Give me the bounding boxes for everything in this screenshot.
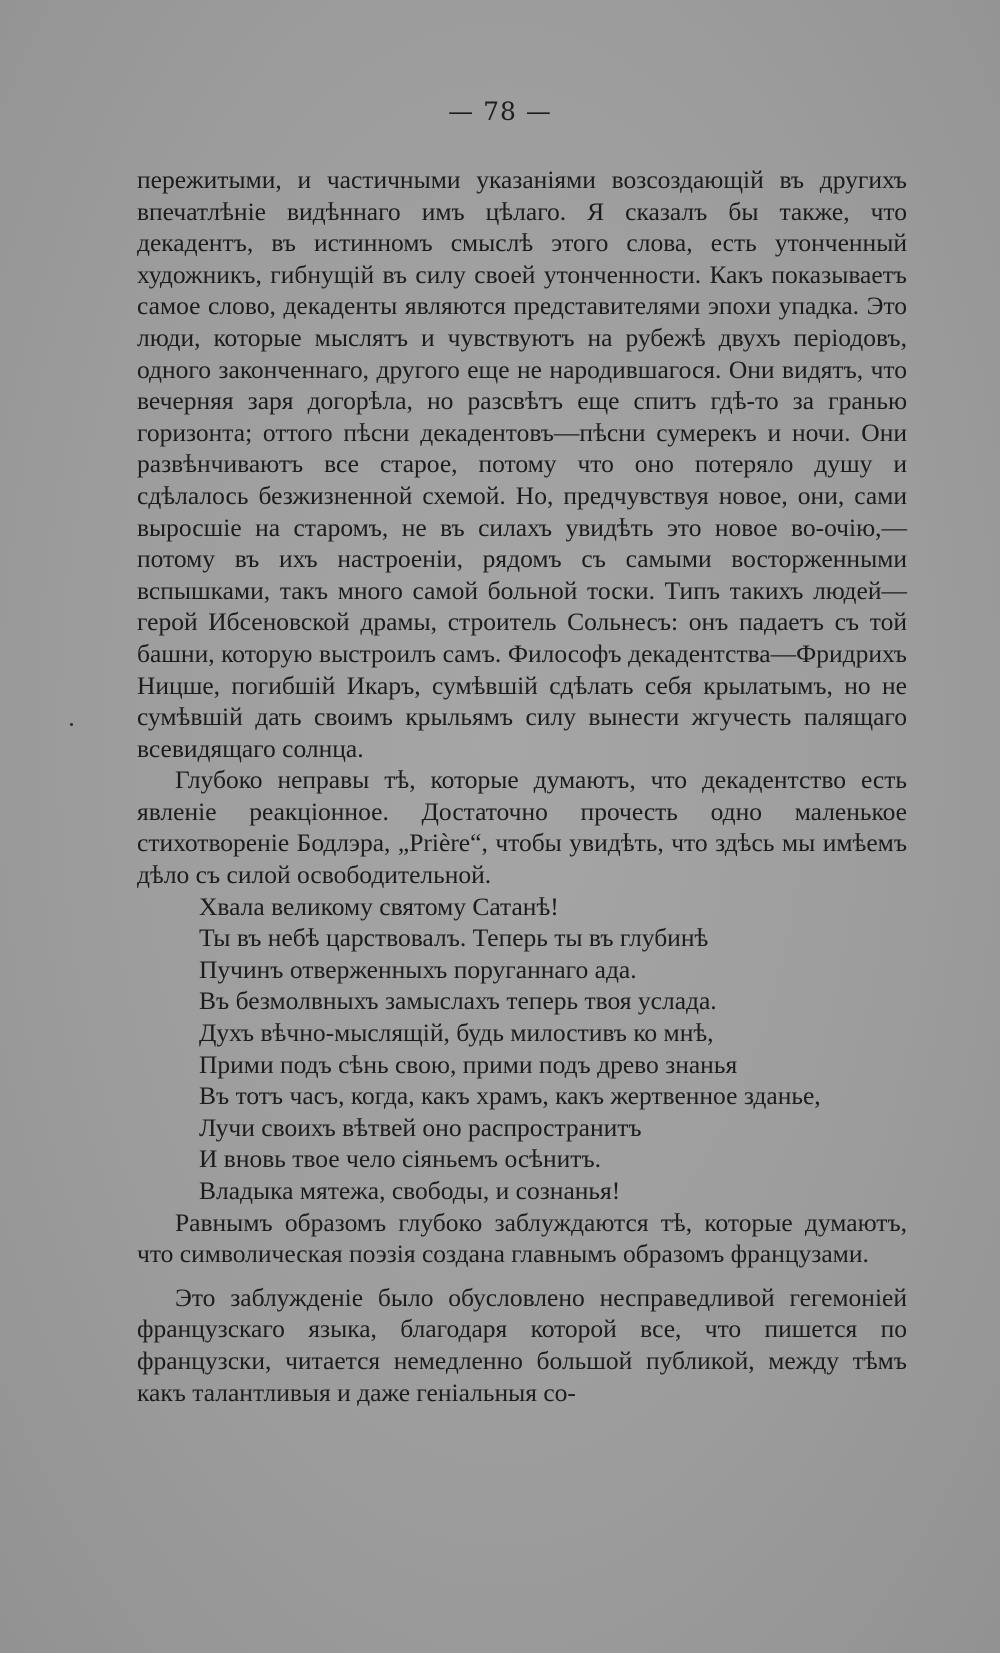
verse-line: Прими подъ сѣнь свою, прими подъ древо знанья bbox=[199, 1049, 738, 1079]
paper-speck bbox=[70, 723, 73, 726]
verse-line: Владыка мятежа, свободы, и сознанья! bbox=[199, 1176, 621, 1205]
paragraph-liberation: Глубоко неправы тѣ, которые думаютъ, что декадентство есть явленіе реакціонное. Достаточно прочесть одно маленькое стихотвореніе Бодлэра, „Prière“, чтобы увидѣть, что здѣсь мы имѣемъ дѣло съ силой освободительной. bbox=[137, 765, 907, 890]
paragraph-gap bbox=[137, 1270, 907, 1282]
page-number: — 78 — bbox=[448, 97, 552, 126]
verse-line: Въ безмолвныхъ замыслахъ теперь твоя услада. bbox=[199, 986, 717, 1016]
paragraph-hegemony: Это заблужденіе было обусловлено несправедливой гегемоніей французскаго языка, благодаря которой все, что пишется по французски, читается немедленно большой публикой, между тѣмъ какъ талантливыя и даже геніальныя со- bbox=[137, 1282, 907, 1407]
paragraph-decadent: пережитыми, и частичными указаніями возсоздающій въ другихъ впечатлѣніе видѣннаго имъ цѣлаго. Я сказалъ бы также, что декадентъ, въ истинномъ смыслѣ этого слова, есть утонченный художникъ, гибнущій въ силу своей утонченности. Какъ показываетъ самое слово, декаденты являются представителями эпохи упадка. Это люди, которые мыслятъ и чувствуютъ на рубежѣ двухъ періодовъ, одного законченнаго, другого еще не народившагося. Они видятъ, что вечерняя заря догорѣла, но разсвѣтъ еще спитъ гдѣ-то за гранью горизонта; оттого пѣсни декадентовъ—пѣсни сумерекъ и ночи. Они развѣнчиваютъ все старое, потому что оно потеряло душу и сдѣлалось безжизненной схемой. Но, предчувствуя новое, они, сами выросшіе на старомъ, не въ силахъ увидѣть это новое во-очію,—потому въ ихъ настроеніи, рядомъ съ самыми восторженными вспышками, такъ много самой больной тоски. Типъ такихъ людей—герой Ибсеновской драмы, строитель Сольнесъ: онъ падаетъ съ той башни, которую выстроилъ самъ. Философъ декадентства—Фридрихъ Ницше, погибшій Икаръ, сумѣвшій сдѣлать себя крылатымъ, но не сумѣвшій дать своимъ крыльямъ силу вынести жгучесть палящаго всевидящаго солнца. bbox=[137, 165, 907, 763]
verse-line: И вновь твое чело сіяньемъ осѣнитъ. bbox=[199, 1144, 601, 1174]
verse-line: Ты въ небѣ царствовалъ. Теперь ты въ глубинѣ bbox=[199, 923, 709, 953]
paragraph-french-myth: Равнымъ образомъ глубоко заблуждаются тѣ, которые думаютъ, что символическая поэзія создана главнымъ образомъ французами. bbox=[137, 1207, 907, 1269]
verse-prayer bbox=[137, 891, 907, 1207]
verse-line: Духъ вѣчно-мыслящій, будь милостивъ ко мнѣ, bbox=[199, 1018, 714, 1048]
page-body bbox=[137, 164, 907, 1408]
verse-line: Хвала великому святому Сатанѣ! bbox=[199, 891, 559, 921]
verse-line: Въ тотъ часъ, когда, какъ храмъ, какъ жертвенное зданье, bbox=[199, 1081, 821, 1111]
verse-line: Лучи своихъ вѣтвей оно распространитъ bbox=[199, 1112, 642, 1142]
verse-line: Пучинъ отверженныхъ поруганнаго ада. bbox=[199, 954, 637, 984]
